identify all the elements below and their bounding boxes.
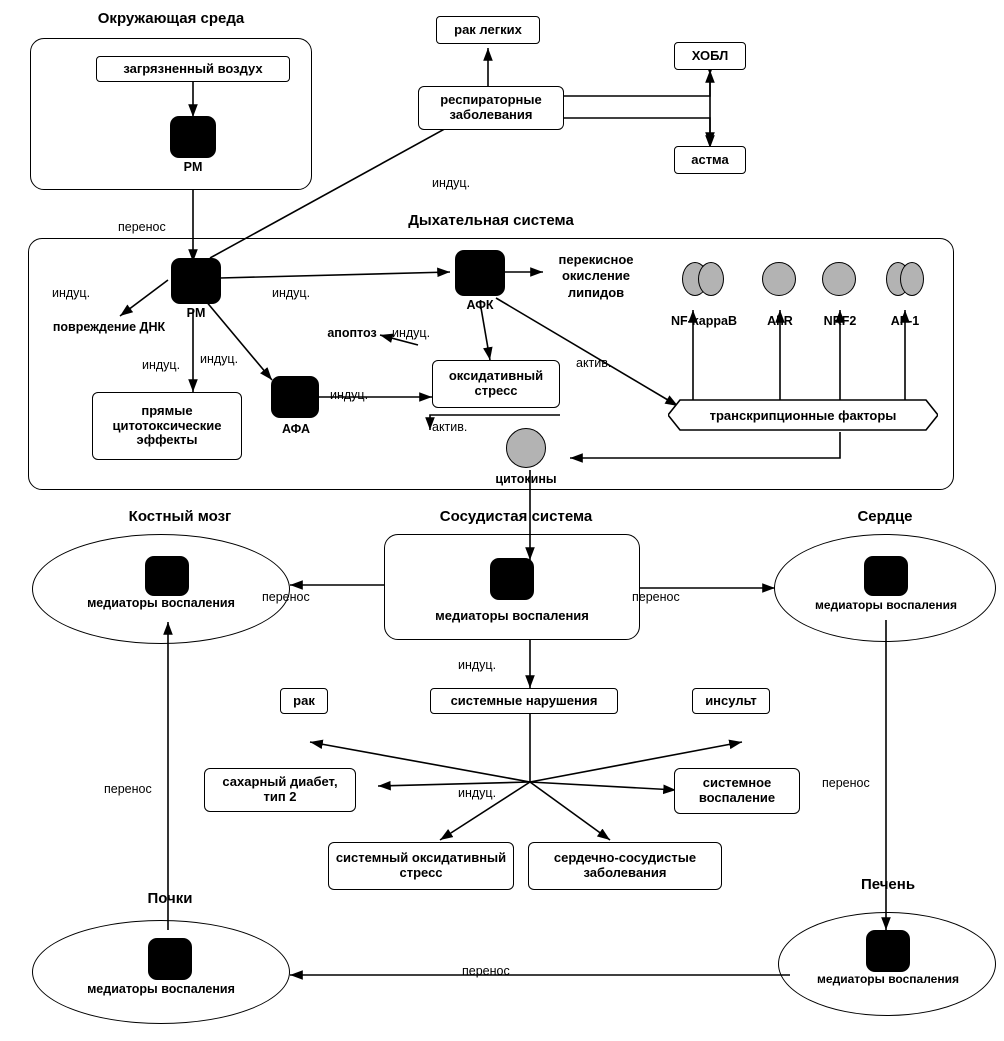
afa-glyph [271, 376, 319, 418]
node-systemic-disorders: системные нарушения [430, 688, 618, 714]
edge-label-induce-cytotoxic: индуц. [200, 352, 239, 366]
node-mediators-heart: медиаторы воспаления [815, 598, 957, 612]
pm-resp-glyph [171, 258, 221, 304]
section-vascular-title: Сосудистая система [439, 508, 593, 525]
node-cancer: рак [280, 688, 328, 714]
edge-label-transfer-kidneys: перенос [104, 782, 152, 796]
bone-marrow-mediator-glyph [145, 556, 189, 596]
node-pm-resp-label: PM [186, 306, 206, 320]
vascular-mediator-glyph [490, 558, 534, 600]
edge-label-transfer-env: перенос [118, 220, 166, 234]
edge-label-induce-afk: индуц. [272, 286, 311, 300]
kidneys-mediator-glyph [148, 938, 192, 980]
ap1-glyph-b [900, 262, 924, 296]
edge-label-induce-dna: индуц. [52, 286, 91, 300]
edge-label-induce-apoptosis: индуц. [392, 326, 431, 340]
node-transcription-factors-label: транскрипционные факторы [709, 408, 897, 423]
edge-label-transfer-bone-marrow: перенос [262, 590, 310, 604]
node-respiratory-diseases: респираторные заболевания [418, 86, 564, 130]
node-mediators-vascular: медиаторы воспаления [435, 608, 589, 623]
edge-label-activate-cytokines: актив. [432, 420, 468, 434]
node-lipid-peroxidation: перекисное окисление липидов [558, 252, 634, 300]
node-cardiovascular-diseases: сердечно-сосудистые заболевания [528, 842, 722, 890]
node-polluted-air: загрязненный воздух [96, 56, 290, 82]
node-systemic-oxidative-stress: системный оксидативный стресс [328, 842, 514, 890]
node-direct-cytotoxic: прямые цитотоксические эффекты [92, 392, 242, 460]
nrf2-glyph [822, 262, 856, 296]
section-heart-title: Сердце [857, 508, 913, 525]
section-bone-marrow-title: Костный мозг [128, 508, 232, 525]
edge-label-transfer-liver-kidneys: перенос [462, 964, 510, 978]
node-pm-env-label: PM [183, 160, 203, 174]
node-nrf2-label: NRF2 [823, 314, 857, 328]
node-copd: ХОБЛ [674, 42, 746, 70]
node-cytokines-label: цитокины [495, 472, 557, 486]
node-ahr-label: AhR [767, 314, 793, 328]
node-mediators-bone-marrow: медиаторы воспаления [87, 596, 235, 610]
edge-label-induce-resp: индуц. [432, 176, 471, 190]
node-lung-cancer: рак легких [436, 16, 540, 44]
nf-kappab-glyph-b [698, 262, 724, 296]
node-afk-label: АФК [466, 298, 494, 312]
node-asthma: астма [674, 146, 746, 174]
node-ap1-label: AP-1 [890, 314, 920, 328]
section-respiratory-title: Дыхательная система [408, 212, 574, 229]
node-mediators-kidneys: медиаторы воспаления [87, 982, 235, 996]
ahr-glyph [762, 262, 796, 296]
node-afa-label: АФА [281, 422, 311, 436]
heart-mediator-glyph [864, 556, 908, 596]
cytokines-glyph [506, 428, 546, 468]
section-liver-title: Печень [860, 876, 916, 893]
edge-label-induce-systemic: индуц. [458, 658, 497, 672]
section-environment-title: Окружающая среда [97, 10, 245, 27]
section-kidneys-title: Почки [147, 890, 193, 907]
pm-env-glyph [170, 116, 216, 158]
node-dna-damage: повреждение ДНК [52, 320, 166, 334]
edge-label-activate-transcription: актив. [576, 356, 612, 370]
node-stroke: инсульт [692, 688, 770, 714]
node-oxidative-stress: оксидативный стресс [432, 360, 560, 408]
node-diabetes: сахарный диабет, тип 2 [204, 768, 356, 812]
edge-label-transfer-heart: перенос [632, 590, 680, 604]
liver-mediator-glyph [866, 930, 910, 972]
node-mediators-liver: медиаторы воспаления [817, 972, 959, 986]
node-nf-kappab-label: NF-kappaB [671, 314, 737, 328]
node-apoptosis: апоптоз [327, 326, 377, 340]
node-systemic-inflammation: системное воспаление [674, 768, 800, 814]
edge-label-induce-systemic-sub: индуц. [458, 786, 497, 800]
edge-label-transfer-liver: перенос [822, 776, 870, 790]
edge-label-induce-afa-ox: индуц. [330, 388, 369, 402]
edge-label-induce-afa: индуц. [142, 358, 181, 372]
afk-glyph [455, 250, 505, 296]
